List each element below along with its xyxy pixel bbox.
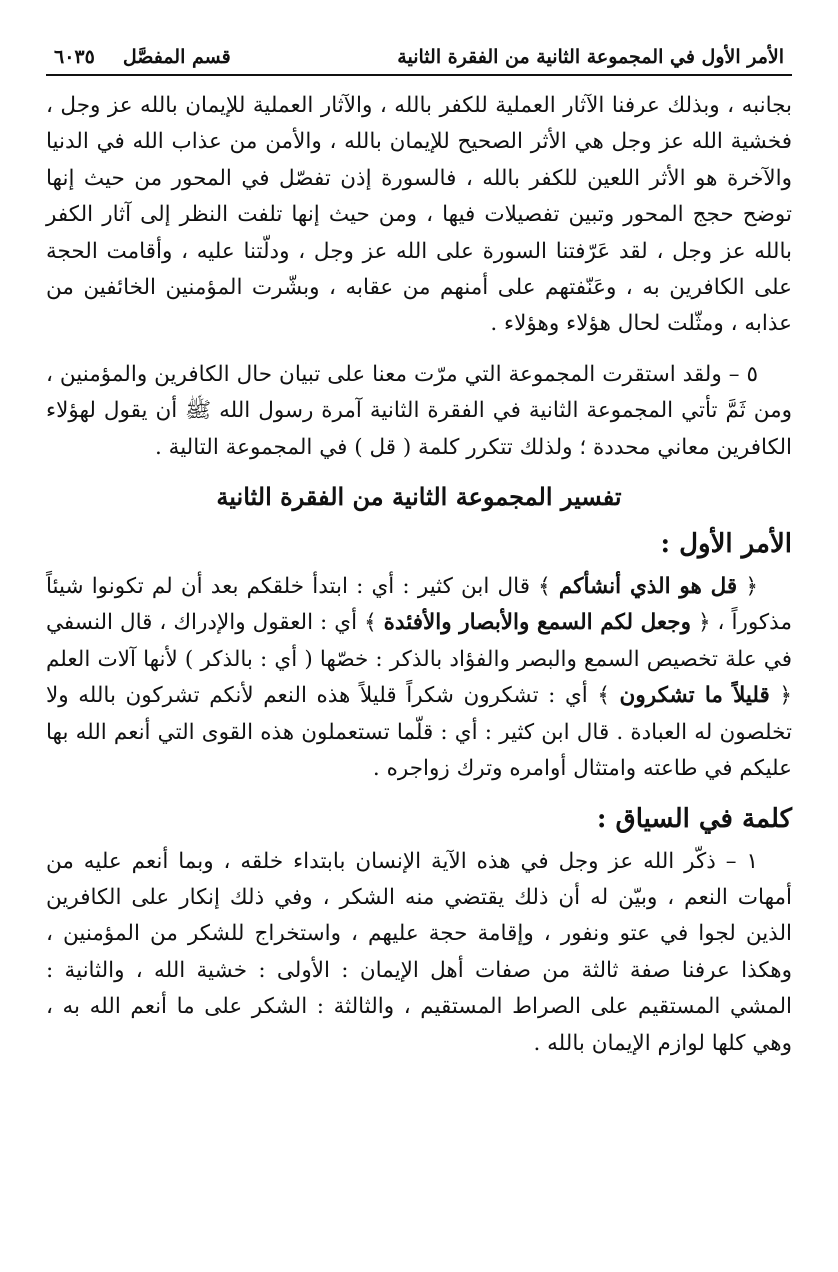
header-left-group [54, 46, 231, 68]
chapter-title: الأمر الأول في المجموعة الثانية من الفقرة الثانية [397, 46, 784, 68]
verse-3: قليلاً ما تشكرون [619, 683, 770, 709]
ornament-close: ﴾ [364, 610, 377, 636]
commentary-3: أي : تشكرون شكراً قليلاً هذه النعم لأنكم تشركون بالله ولا تخلصون له العبادة . قال ابن كثير : أي : قلّما تستعملون هذه القوى التي أنعم الله بها عليكم في طاعته وامتثال أوامره وترك زواجره . [46, 683, 792, 782]
ornament-open: ﴿ [779, 683, 793, 709]
commentary-1: قال ابن كثير : أي : ابتدأ خلقكم بعد أن لم تكونوا شيئاً مذكوراً ، [46, 574, 792, 636]
intro-paragraph: بجانبه ، وبذلك عرفنا الآثار العملية للكفر بالله ، والآثار العملية للإيمان بالله عز وجل ، فخشية الله عز وجل هي الأثر الصحيح للإيمان بالله ، والأمن من عذاب الله في الدنيا والآخرة هو الأثر اللعين للكفر بالله ، فالسورة إذن تفصّل في المحور من حيث إنها توضح حجج المحور وتبين تفصيلات فيها ، ومن حيث إنها تلفت النظر إلى آثار الكفر بالله عز وجل ، لقد عَرّفتنا السورة على الله عز وجل ، ودلّتنا عليه ، وأقامت الحجة على الكافرين به ، وعَنّفتهم على أمنهم من عقابه ، وبشّرت المؤمنين الخائفين من عذابه ، ومثّلت لحال هؤلاء وهؤلاء . [46, 93, 792, 337]
commentary-2: أي : العقول والإدراك ، قال النسفي في علة تخصيص السمع والبصر والفؤاد بالذكر : خصّها ( أي : بالذكر ) لأنها آلات العلم [46, 610, 792, 672]
ornament-close: ﴾ [538, 574, 551, 600]
ornament-open: ﴿ [697, 610, 711, 636]
ornament-open: ﴿ [745, 574, 758, 600]
first-command-paragraph [46, 569, 792, 787]
page-number: ٦٠٣٥ [54, 46, 95, 68]
context-title: كلمة في السياق : [596, 803, 792, 834]
context-paragraph: ١ – ذكّر الله عز وجل في هذه الآية الإنسان بابتداء خلقه ، وبما أنعم عليه من أمهات النعم ، وبيّن له أن ذلك يقتضي منه الشكر ، وفي ذلك إنكار على الكافرين الذين لجوا في عتو ونفور ، وإقامة حجة عليهم ، واستخراج للشكر من المؤمنين ، وهكذا عرفنا صفة ثالثة من صفات أهل الإيمان : الأولى : خشية الله ، والثانية : المشي المستقيم على الصراط المستقيم ، والثالثة : الشكر على ما أنعم الله به ، وهي كلها لوازم الإيمان بالله . [46, 848, 792, 1056]
verse-2: وجعل لكم السمع والأبصار والأفئدة [383, 610, 691, 636]
ornament-close: ﴾ [597, 683, 610, 709]
section-name: قسم المفصَّل [122, 46, 231, 68]
first-command-title: الأمر الأول : [660, 529, 792, 560]
verse-1: قل هو الذي أنشأكم [558, 574, 738, 600]
page-body [46, 88, 792, 1062]
section-title: تفسير المجموعة الثانية من الفقرة الثانية [216, 482, 622, 512]
point-5-paragraph: ٥ – ولقد استقرت المجموعة التي مرّت معنا على تبيان حال الكافرين والمؤمنين ، ومن ثَمَّ تأتي المجموعة الثانية في الفقرة الثانية آمرة رسول الله ﷺ أن يقول لهؤلاء الكافرين معاني محددة ؛ ولذلك تتكرر كلمة ( قل ) في المجموعة التالية . [46, 361, 792, 460]
running-header [46, 46, 792, 76]
